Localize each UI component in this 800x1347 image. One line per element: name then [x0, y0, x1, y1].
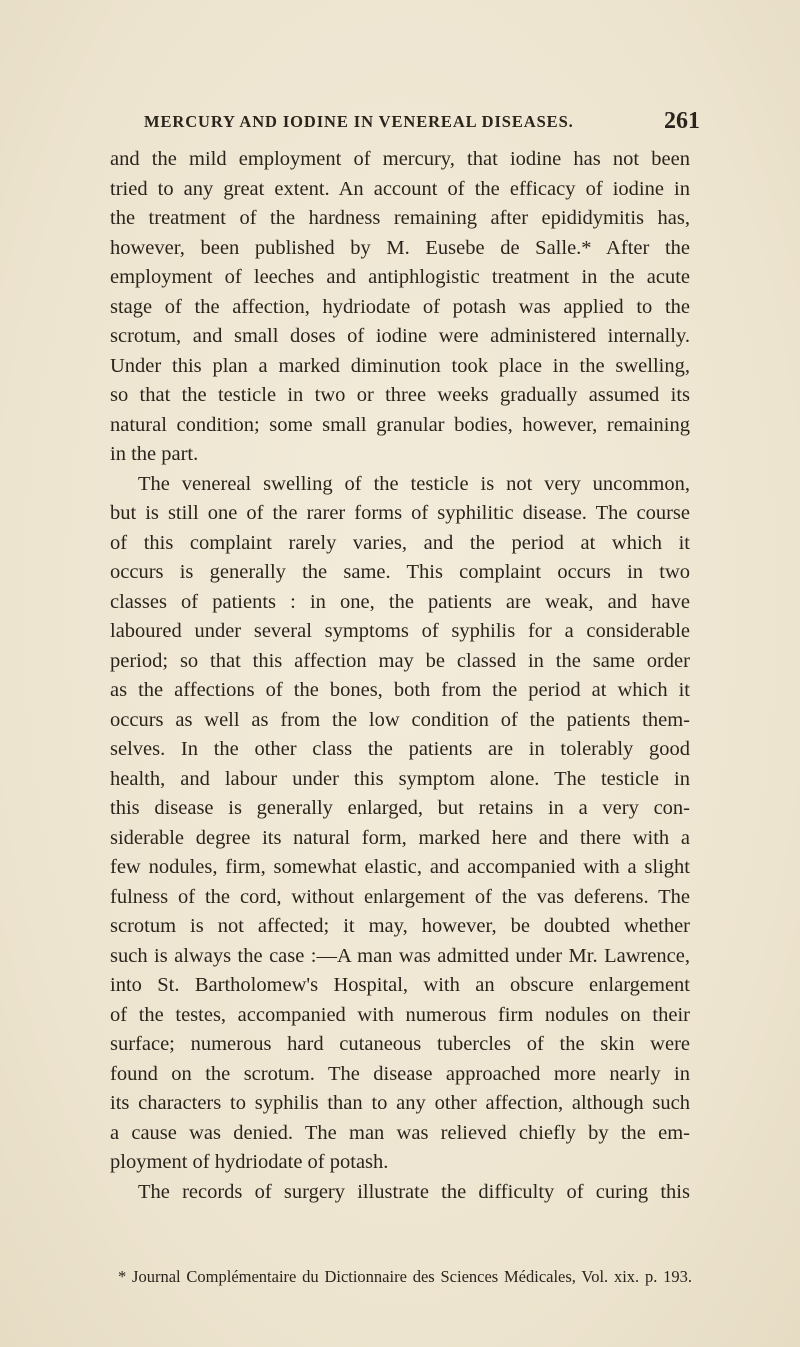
text-line: period; so that this affection may be classed in the same order	[110, 649, 690, 672]
text-line: in the part.	[110, 443, 199, 465]
text-line: into St. Bartholomew's Hospital, with an obscure enlargement	[110, 974, 690, 996]
text-line: such is always the case :—A man was admitted under Mr. Lawrence,	[110, 944, 690, 967]
text-line: of this complaint rarely varies, and the period at which it	[110, 531, 690, 554]
text-line: and the mild employment of mercury, that iodine has not been	[110, 148, 690, 170]
text-line: of the testes, accompanied with numerous firm nodules on their	[110, 1003, 690, 1026]
text-line: as the affections of the bones, both from the period at which it	[110, 679, 690, 701]
footnote: * Journal Complémentaire du Dictionnaire des Sciences Médicales, Vol. xix. p. 193.	[118, 1267, 692, 1286]
text-line: this disease is generally enlarged, but retains in a very con-	[110, 797, 690, 819]
text-line: a cause was denied. The man was relieved chiefly by the em-	[110, 1121, 690, 1144]
text-line: occurs as well as from the low condition of the patients them-	[110, 708, 690, 731]
running-head	[110, 108, 700, 138]
text-line: surface; numerous hard cutaneous tubercles of the skin were	[110, 1033, 690, 1055]
running-title: MERCURY AND IODINE IN VENEREAL DISEASES.	[144, 112, 574, 131]
text-line: scrotum, and small doses of iodine were administered internally.	[110, 325, 690, 347]
text-line: found on the scrotum. The disease approached more nearly in	[110, 1062, 690, 1085]
text-line: Under this plan a marked diminution took place in the swelling,	[110, 354, 690, 377]
text-line: its characters to syphilis than to any other affection, although such	[110, 1092, 690, 1114]
text-line: ployment of hydriodate of potash.	[110, 1151, 389, 1173]
text-line: stage of the affection, hydriodate of potash was applied to the	[110, 295, 690, 318]
text-line: tried to any great extent. An account of the efficacy of iodine in	[110, 177, 690, 200]
text-line: classes of patients : in one, the patients are weak, and have	[110, 590, 690, 613]
text-line: siderable degree its natural form, marked here and there with a	[110, 826, 690, 849]
body-text	[110, 145, 690, 1207]
text-line: natural condition; some small granular bodies, however, remaining	[110, 413, 690, 436]
text-line: health, and labour under this symptom alone. The testicle in	[110, 767, 690, 790]
text-line: few nodules, firm, somewhat elastic, and accompanied with a slight	[110, 856, 690, 878]
text-line: scrotum is not affected; it may, however, be doubted whether	[110, 915, 690, 937]
text-line: The venereal swelling of the testicle is not very uncommon,	[138, 472, 690, 495]
text-line: however, been published by M. Eusebe de Salle.* After the	[110, 236, 690, 259]
text-line: employment of leeches and antiphlogistic treatment in the acute	[110, 266, 690, 288]
text-line: but is still one of the rarer forms of syphilitic disease. The course	[110, 502, 690, 524]
text-line: fulness of the cord, without enlargement of the vas deferens. The	[110, 885, 690, 908]
text-line: occurs is generally the same. This complaint occurs in two	[110, 561, 690, 583]
text-line: The records of surgery illustrate the difficulty of curing this	[138, 1180, 690, 1203]
page-number: 261	[664, 108, 700, 134]
text-line: laboured under several symptoms of syphilis for a considerable	[110, 620, 690, 642]
text-line: the treatment of the hardness remaining after epididymitis has,	[110, 207, 690, 229]
text-line: so that the testicle in two or three weeks gradually assumed its	[110, 384, 690, 406]
text-line: selves. In the other class the patients are in tolerably good	[110, 738, 690, 760]
